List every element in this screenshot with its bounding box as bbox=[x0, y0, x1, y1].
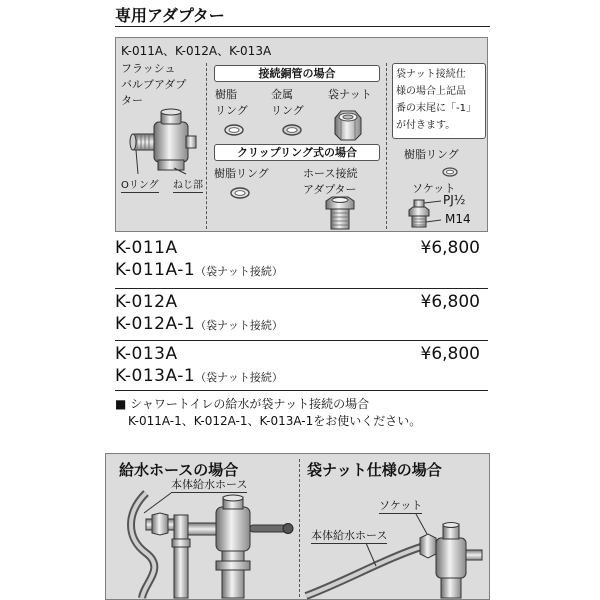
pj-leader-line bbox=[424, 201, 441, 203]
socket-leader-line bbox=[416, 514, 427, 534]
resin-ring-label-line: リング bbox=[215, 104, 248, 117]
socket-icon bbox=[407, 198, 441, 228]
suffix-note-line: 番の末尾に「-1」 bbox=[396, 103, 476, 114]
suffix-note-line: が付きます。 bbox=[396, 120, 456, 131]
notice-line: ■ シャワートイレの給水が袋ナット接続の場合 bbox=[115, 397, 370, 411]
product-model: K-013A bbox=[115, 344, 178, 364]
clip-resin-ring-label: 樹脂リング bbox=[214, 167, 269, 180]
flush-valve-adapter-illustration bbox=[128, 108, 208, 174]
divider bbox=[206, 63, 207, 229]
variant-note: （袋ナット接続） bbox=[195, 265, 283, 278]
product-variant bbox=[115, 314, 283, 334]
socket-label: ソケット bbox=[412, 182, 456, 195]
product-variant bbox=[115, 366, 283, 386]
usage-panel bbox=[105, 453, 490, 600]
nut-case-hose-label: 本体給水ホース bbox=[311, 529, 388, 542]
product-model: K-011A bbox=[115, 238, 178, 258]
nut-case-title: 袋ナット仕様の場合 bbox=[307, 461, 442, 479]
product-price: ¥6,800 bbox=[420, 292, 480, 312]
suffix-note-line: 様の場合上記品 bbox=[396, 86, 466, 97]
hose-case-hose-label: 本体給水ホース bbox=[171, 478, 248, 491]
metal-ring-label bbox=[271, 87, 304, 119]
product-variant bbox=[115, 260, 283, 280]
o-ring-label: Oリング bbox=[121, 176, 159, 193]
clip-ring-heading: クリップリング式の場合 bbox=[214, 144, 380, 161]
variant-model: K-012A-1 bbox=[115, 314, 196, 334]
hose-connection-illustration bbox=[116, 493, 296, 598]
section-title: 専用アダプター bbox=[115, 6, 225, 25]
socket-resin-ring-label: 樹脂リング bbox=[404, 148, 459, 161]
variant-model: K-013A-1 bbox=[115, 366, 196, 386]
notice-line: K-011A-1、K-012A-1、K-013A-1をお使いください。 bbox=[128, 414, 422, 428]
cap-nut-connection-illustration bbox=[306, 496, 486, 598]
divider bbox=[299, 459, 300, 597]
m14-size-label: M14 bbox=[445, 212, 471, 226]
socket-resin-ring-icon bbox=[441, 166, 459, 178]
hose-adapter-label-line: ホース接続 bbox=[303, 167, 358, 180]
o-ring-leader-line bbox=[136, 150, 138, 174]
metal-ring-icon bbox=[281, 123, 303, 137]
hose-adapter-label bbox=[303, 166, 357, 198]
title-rule bbox=[115, 26, 490, 27]
product-price: ¥6,800 bbox=[420, 344, 480, 364]
suffix-note-box bbox=[392, 63, 486, 139]
thread-label: ねじ部 bbox=[173, 176, 203, 193]
suffix-note-line: 袋ナット接続仕 bbox=[396, 69, 466, 80]
flush-adapter-label bbox=[121, 61, 186, 109]
resin-ring-label bbox=[215, 87, 248, 119]
resin-ring-label-line: 樹脂 bbox=[215, 88, 237, 101]
product-price: ¥6,800 bbox=[420, 238, 480, 258]
cap-nut-label: 袋ナット bbox=[328, 88, 372, 101]
resin-ring-icon bbox=[223, 123, 245, 137]
nut-case-socket-label: ソケット bbox=[379, 499, 423, 512]
pj-size-label: PJ½ bbox=[443, 193, 466, 207]
clip-resin-ring-icon bbox=[229, 186, 251, 200]
variant-model: K-011A-1 bbox=[115, 260, 196, 280]
hose-case-title: 給水ホースの場合 bbox=[119, 461, 239, 479]
variant-note: （袋ナット接続） bbox=[195, 319, 283, 332]
divider bbox=[386, 63, 387, 229]
hose-adapter-label-line: アダプター bbox=[303, 183, 357, 196]
model-list: K-011A、K-012A、K-013A bbox=[121, 44, 272, 58]
flush-adapter-label-line: ター bbox=[121, 94, 143, 107]
metal-ring-label-line: 金属 bbox=[271, 88, 293, 101]
row-separator bbox=[115, 288, 488, 289]
product-model: K-012A bbox=[115, 292, 178, 312]
row-separator bbox=[115, 390, 488, 391]
hose-adapter-icon bbox=[323, 196, 357, 230]
row-separator bbox=[115, 340, 488, 341]
flush-adapter-label-line: フラッシュ bbox=[121, 62, 176, 75]
flush-adapter-label-line: バルブアダプ bbox=[121, 78, 187, 91]
m14-leader-line bbox=[426, 220, 441, 222]
copper-pipe-heading: 接続銅管の場合 bbox=[214, 65, 380, 82]
hose-leader-line bbox=[366, 543, 376, 566]
metal-ring-label-line: リング bbox=[271, 104, 304, 117]
variant-note: （袋ナット接続） bbox=[195, 371, 283, 384]
adapter-panel bbox=[115, 37, 488, 232]
cap-nut-icon bbox=[331, 108, 365, 142]
